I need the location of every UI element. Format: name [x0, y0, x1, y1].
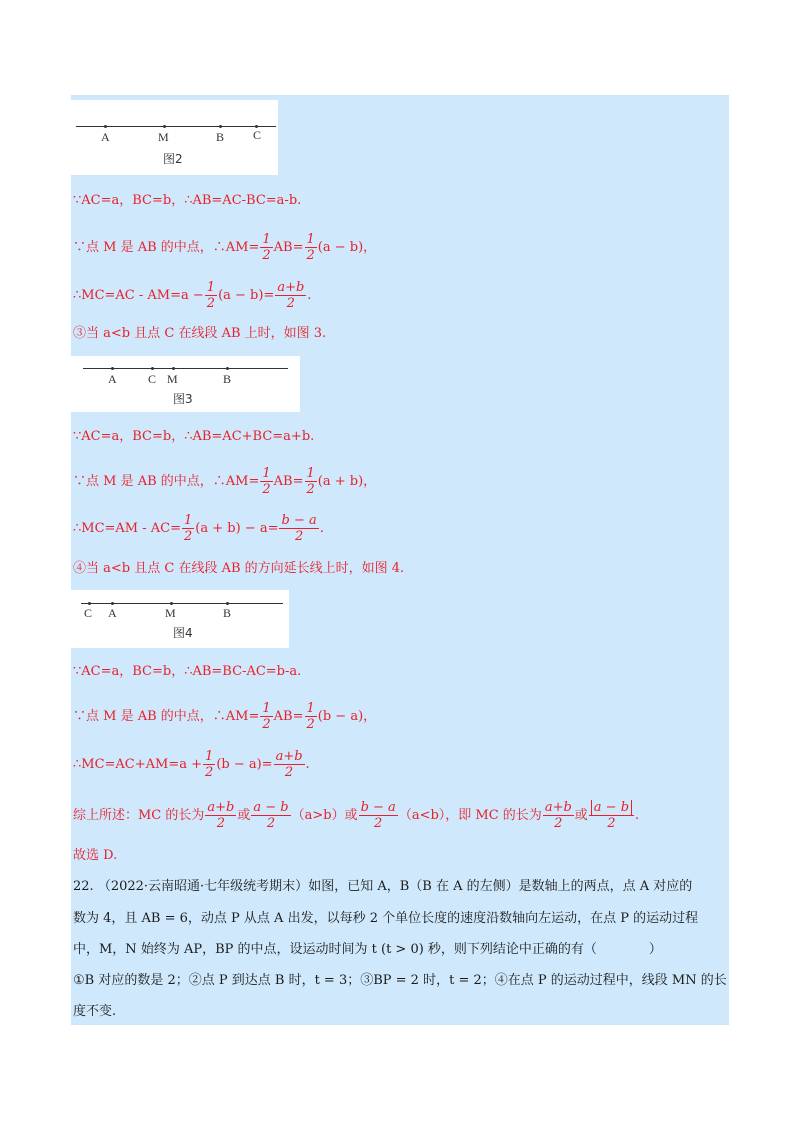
question-line5: 度不变. [73, 1004, 117, 1019]
answer-line: 故选 D. [73, 848, 118, 863]
point-label: C [253, 128, 262, 142]
case2-line3: ∴MC=AC - AM=a − $\frac{1}{2}$ (a − b)= $\frac{a+b}{2}$ . [73, 280, 312, 311]
case3-heading: ③当 a<b 且点 C 在线段 AB 上时，如图 3. [73, 326, 327, 341]
point-label: C [84, 606, 93, 620]
point-label: A [108, 372, 117, 386]
figure-caption: 图3 [173, 392, 193, 406]
point-label: C [148, 372, 157, 386]
figure-2 [71, 100, 278, 175]
question-line4: ①B 对应的数是 2；②点 P 到达点 B 时，t = 3；③BP = 2 时，t = 2；④在点 P 的运动过程中，线段 MN 的长 [73, 973, 727, 988]
point-label: M [158, 130, 169, 144]
case2-line2: ∵点 M 是 AB 的中点，∴AM= $\frac{1}{2}$ AB= $\frac{1}{2}$ (a − b)， [73, 232, 377, 263]
question-line3: 中，M，N 始终为 AP，BP 的中点，设运动时间为 t (t > 0) 秒，则下列结论中正确的有（ ） [73, 942, 662, 957]
figure-4 [71, 590, 289, 648]
case3-line1: ∵AC=a，BC=b，∴AB=AC+BC=a+b. [73, 429, 315, 444]
point-label: B [223, 606, 232, 620]
point-label: A [101, 130, 110, 144]
case4-heading: ④当 a<b 且点 C 在线段 AB 的方向延长线上时，如图 4. [73, 561, 405, 576]
point-label: M [167, 372, 178, 386]
point-label: B [216, 130, 225, 144]
case3-line3: ∴MC=AM - AC= $\frac{1}{2}$ (a + b) − a= $\frac{b - a}{2}$ . [73, 513, 324, 544]
question-line2: 数为 4，且 AB = 6，动点 P 从点 A 出发，以每秒 2 个单位长度的速度沿数轴向左运动，在点 P 的运动过程 [73, 911, 699, 926]
case4-line1: ∵AC=a，BC=b，∴AB=BC-AC=b-a. [73, 664, 302, 679]
case2-line1: ∵AC=a，BC=b，∴AB=AC-BC=a-b. [73, 193, 302, 208]
case4-line2: ∵点 M 是 AB 的中点，∴AM= $\frac{1}{2}$ AB= $\frac{1}{2}$ (b − a)， [73, 701, 377, 732]
case3-line2: ∵点 M 是 AB 的中点，∴AM= $\frac{1}{2}$ AB= $\frac{1}{2}$ (a + b)， [73, 466, 377, 497]
figure-caption: 图4 [173, 626, 193, 640]
figure-3 [71, 356, 300, 412]
question-line1: 22. （2022·云南昭通·七年级统考期末）如图，已知 A，B（B 在 A 的左侧）是数轴上的两点，点 A 对应的 [73, 879, 693, 894]
figure-caption: 图2 [163, 152, 183, 166]
summary-line: 综上所述：MC 的长为 $\frac{a+b}{2}$ 或 $\frac{a - b}{2}$ （a>b）或 $\frac{b - a}{2}$ （a<b），即 MC 的长为 $\frac{a+b}{2}$ 或 $\frac{a - b}{2}$ . [73, 800, 640, 831]
point-label: A [108, 606, 117, 620]
case4-line3: ∴MC=AC+AM=a + $\frac{1}{2}$ (b − a)= $\frac{a+b}{2}$ . [73, 749, 310, 780]
point-label: B [223, 372, 232, 386]
point-label: M [165, 606, 176, 620]
